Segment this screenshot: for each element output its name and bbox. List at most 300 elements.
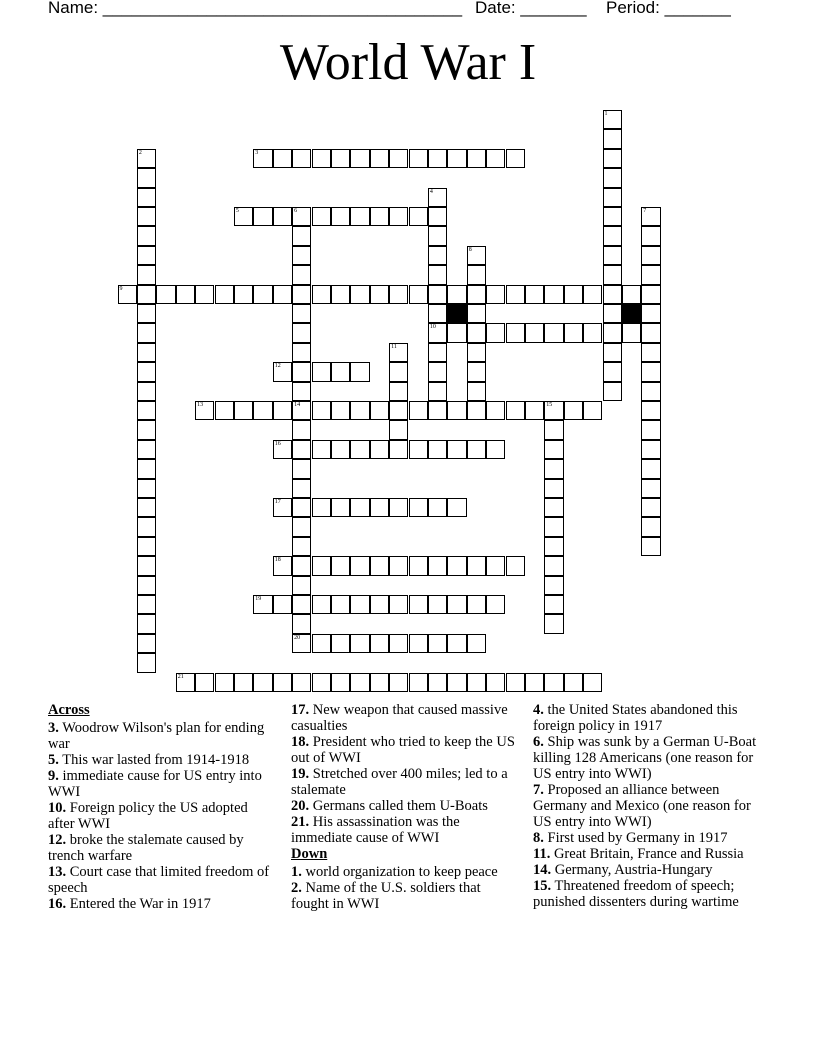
clue-num: 10. [48, 800, 67, 816]
grid-cell[interactable] [137, 498, 156, 517]
grid-cell[interactable] [428, 498, 447, 517]
grid-cell[interactable] [603, 149, 622, 168]
grid-cell[interactable] [603, 323, 622, 342]
grid-cell[interactable] [603, 382, 622, 401]
grid-cell[interactable] [641, 246, 660, 265]
grid-cell[interactable] [370, 634, 389, 653]
grid-cell[interactable] [312, 401, 331, 420]
grid-cell[interactable] [350, 362, 369, 381]
grid-cell[interactable] [292, 323, 311, 342]
grid-cell[interactable] [641, 343, 660, 362]
grid-cell[interactable] [350, 595, 369, 614]
grid-cell[interactable] [603, 168, 622, 187]
grid-cell[interactable] [467, 265, 486, 284]
grid-cell[interactable] [370, 595, 389, 614]
grid-cell[interactable] [292, 576, 311, 595]
clue-number: 1 [604, 111, 608, 117]
grid-cell[interactable] [428, 149, 447, 168]
grid-cell[interactable] [389, 634, 408, 653]
grid-cell[interactable] [292, 304, 311, 323]
grid-cell[interactable] [350, 498, 369, 517]
grid-cell[interactable] [544, 420, 563, 439]
grid-cell[interactable] [641, 362, 660, 381]
grid-cell[interactable] [331, 556, 350, 575]
grid-cell[interactable] [389, 595, 408, 614]
grid-cell[interactable] [641, 537, 660, 556]
grid-cell[interactable] [118, 285, 137, 304]
grid-cell[interactable] [447, 401, 466, 420]
grid-cell[interactable] [176, 673, 195, 692]
grid-cell[interactable] [292, 362, 311, 381]
grid-cell[interactable] [409, 401, 428, 420]
grid-cell[interactable] [525, 323, 544, 342]
grid-cell[interactable] [292, 537, 311, 556]
grid-cell[interactable] [428, 401, 447, 420]
grid-cell[interactable] [350, 440, 369, 459]
grid-cell[interactable] [331, 207, 350, 226]
grid-cell[interactable] [409, 149, 428, 168]
grid-cell[interactable] [350, 285, 369, 304]
grid-cell[interactable] [409, 207, 428, 226]
grid-block [447, 304, 466, 323]
grid-cell[interactable] [428, 634, 447, 653]
grid-cell[interactable] [486, 673, 505, 692]
grid-cell[interactable] [370, 401, 389, 420]
grid-cell[interactable] [447, 673, 466, 692]
grid-cell[interactable] [583, 323, 602, 342]
grid-cell[interactable] [312, 556, 331, 575]
grid-cell[interactable] [137, 440, 156, 459]
grid-cell[interactable] [137, 556, 156, 575]
grid-cell[interactable] [137, 304, 156, 323]
grid-cell[interactable] [486, 323, 505, 342]
grid-cell[interactable] [253, 595, 272, 614]
grid-cell[interactable] [428, 207, 447, 226]
grid-cell[interactable] [137, 634, 156, 653]
grid-cell[interactable] [137, 576, 156, 595]
grid-cell[interactable] [506, 285, 525, 304]
grid-cell[interactable] [447, 595, 466, 614]
grid-cell[interactable] [253, 149, 272, 168]
grid-cell[interactable] [234, 673, 253, 692]
grid-cell[interactable] [603, 285, 622, 304]
grid-cell[interactable] [137, 401, 156, 420]
grid-cell[interactable] [137, 614, 156, 633]
grid-cell[interactable] [312, 149, 331, 168]
grid-cell[interactable] [292, 517, 311, 536]
grid-cell[interactable] [641, 420, 660, 439]
grid-cell[interactable] [350, 207, 369, 226]
grid-cell[interactable] [409, 595, 428, 614]
grid-cell[interactable] [506, 556, 525, 575]
clue-num: 19. [291, 766, 310, 782]
grid-cell[interactable] [331, 673, 350, 692]
grid-cell[interactable] [292, 634, 311, 653]
grid-cell[interactable] [486, 401, 505, 420]
grid-cell[interactable] [428, 673, 447, 692]
grid-cell[interactable] [331, 595, 350, 614]
grid-cell[interactable] [641, 207, 660, 226]
clue-text: the United States abandoned this foreign policy in 1917 [533, 702, 738, 734]
grid-cell[interactable] [292, 401, 311, 420]
grid-cell[interactable] [467, 343, 486, 362]
down-clue [533, 734, 763, 782]
grid-cell[interactable] [389, 498, 408, 517]
grid-cell[interactable] [603, 362, 622, 381]
grid-cell[interactable] [603, 265, 622, 284]
grid-cell[interactable] [370, 673, 389, 692]
grid-cell[interactable] [292, 420, 311, 439]
grid-cell[interactable] [428, 226, 447, 245]
grid-cell[interactable] [273, 595, 292, 614]
clue-number: 16 [274, 440, 281, 447]
grid-cell[interactable] [137, 343, 156, 362]
grid-cell[interactable] [389, 285, 408, 304]
clue-text: Germany, Austria-Hungary [551, 862, 713, 878]
grid-cell[interactable] [641, 323, 660, 342]
clue-num: 4. [533, 702, 544, 718]
grid-cell[interactable] [195, 673, 214, 692]
grid-cell[interactable] [312, 207, 331, 226]
grid-cell[interactable] [447, 498, 466, 517]
grid-cell[interactable] [331, 401, 350, 420]
clue-text: This war lasted from 1914-1918 [58, 752, 250, 768]
grid-cell[interactable] [409, 440, 428, 459]
grid-cell[interactable] [641, 265, 660, 284]
grid-cell[interactable] [292, 285, 311, 304]
clue-number: 15 [546, 402, 553, 408]
grid-cell[interactable] [292, 479, 311, 498]
name-field[interactable]: Name: ______________________________________ [48, 0, 463, 17]
grid-cell[interactable] [370, 556, 389, 575]
grid-cell[interactable] [467, 595, 486, 614]
grid-cell[interactable] [603, 343, 622, 362]
grid-cell[interactable] [234, 401, 253, 420]
grid-cell[interactable] [273, 440, 292, 459]
grid-cell[interactable] [137, 246, 156, 265]
grid-cell[interactable] [137, 459, 156, 478]
grid-cell[interactable] [312, 595, 331, 614]
grid-cell[interactable] [137, 362, 156, 381]
grid-cell[interactable] [544, 595, 563, 614]
grid-cell[interactable] [467, 246, 486, 265]
grid-cell[interactable] [389, 382, 408, 401]
grid-cell[interactable] [428, 595, 447, 614]
grid-cell[interactable] [253, 673, 272, 692]
grid-cell[interactable] [409, 634, 428, 653]
grid-cell[interactable] [292, 246, 311, 265]
grid-cell[interactable] [370, 440, 389, 459]
grid-cell[interactable] [544, 537, 563, 556]
grid-cell[interactable] [253, 285, 272, 304]
clue-number: 14 [294, 402, 301, 408]
grid-cell[interactable] [544, 285, 563, 304]
grid-cell[interactable] [137, 517, 156, 536]
clue-num: 12. [48, 832, 67, 848]
clue-num: 6. [533, 734, 544, 750]
clue-number: 2 [138, 149, 142, 156]
grid-cell[interactable] [583, 285, 602, 304]
grid-cell[interactable] [389, 362, 408, 381]
grid-cell[interactable] [467, 634, 486, 653]
grid-cell[interactable] [137, 285, 156, 304]
grid-cell[interactable] [544, 401, 563, 420]
grid-cell[interactable] [564, 285, 583, 304]
grid-cell[interactable] [506, 323, 525, 342]
down-clue [291, 864, 516, 880]
clue-number: 4 [429, 188, 433, 195]
grid-cell[interactable] [622, 323, 641, 342]
grid-cell[interactable] [447, 285, 466, 304]
grid-cell[interactable] [137, 226, 156, 245]
grid-cell[interactable] [447, 634, 466, 653]
grid-cell[interactable] [544, 576, 563, 595]
grid-cell[interactable] [641, 226, 660, 245]
grid-cell[interactable] [292, 440, 311, 459]
grid-cell[interactable] [389, 556, 408, 575]
clue-text: Woodrow Wilson's plan for ending war [48, 720, 265, 752]
grid-cell[interactable] [389, 343, 408, 362]
grid-cell[interactable] [641, 479, 660, 498]
grid-cell[interactable] [137, 149, 156, 168]
grid-cell[interactable] [137, 595, 156, 614]
grid-cell[interactable] [467, 304, 486, 323]
grid-cell[interactable] [292, 673, 311, 692]
grid-cell[interactable] [273, 673, 292, 692]
grid-cell[interactable] [603, 226, 622, 245]
grid-cell[interactable] [428, 246, 447, 265]
grid-cell[interactable] [603, 304, 622, 323]
grid-cell[interactable] [370, 498, 389, 517]
grid-cell[interactable] [389, 401, 408, 420]
clue-num: 18. [291, 734, 310, 750]
grid-cell[interactable] [350, 401, 369, 420]
grid-cell[interactable] [312, 440, 331, 459]
grid-cell[interactable] [137, 207, 156, 226]
grid-cell[interactable] [428, 265, 447, 284]
grid-cell[interactable] [467, 401, 486, 420]
grid-cell[interactable] [292, 149, 311, 168]
grid-cell[interactable] [234, 207, 253, 226]
grid-cell[interactable] [641, 382, 660, 401]
grid-cell[interactable] [292, 343, 311, 362]
grid-cell[interactable] [486, 149, 505, 168]
grid-cell[interactable] [428, 343, 447, 362]
grid-cell[interactable] [641, 285, 660, 304]
grid-cell[interactable] [447, 556, 466, 575]
grid-cell[interactable] [292, 498, 311, 517]
grid-cell[interactable] [409, 556, 428, 575]
grid-cell[interactable] [467, 673, 486, 692]
grid-cell[interactable] [331, 362, 350, 381]
grid-cell[interactable] [137, 537, 156, 556]
grid-cell[interactable] [428, 362, 447, 381]
grid-cell[interactable] [273, 285, 292, 304]
grid-cell[interactable] [292, 382, 311, 401]
grid-cell[interactable] [389, 149, 408, 168]
grid-cell[interactable] [641, 304, 660, 323]
grid-cell[interactable] [137, 323, 156, 342]
grid-cell[interactable] [389, 420, 408, 439]
grid-cell[interactable] [292, 207, 311, 226]
date-field[interactable]: Date: _______ [475, 0, 587, 17]
grid-cell[interactable] [525, 401, 544, 420]
grid-cell[interactable] [137, 382, 156, 401]
grid-cell[interactable] [622, 285, 641, 304]
grid-cell[interactable] [292, 614, 311, 633]
grid-cell[interactable] [486, 285, 505, 304]
grid-cell[interactable] [506, 673, 525, 692]
grid-cell[interactable] [467, 556, 486, 575]
grid-cell[interactable] [506, 149, 525, 168]
grid-cell[interactable] [564, 673, 583, 692]
grid-cell[interactable] [409, 673, 428, 692]
clue-number: 5 [235, 208, 239, 214]
grid-cell[interactable] [603, 129, 622, 148]
grid-cell[interactable] [312, 362, 331, 381]
grid-cell[interactable] [564, 401, 583, 420]
grid-cell[interactable] [350, 634, 369, 653]
grid-cell[interactable] [467, 382, 486, 401]
grid-cell[interactable] [215, 673, 234, 692]
grid-cell[interactable] [641, 401, 660, 420]
grid-cell[interactable] [389, 207, 408, 226]
grid-cell[interactable] [486, 595, 505, 614]
grid-cell[interactable] [292, 556, 311, 575]
grid-cell[interactable] [467, 323, 486, 342]
grid-cell[interactable] [137, 420, 156, 439]
grid-cell[interactable] [234, 285, 253, 304]
grid-cell[interactable] [544, 614, 563, 633]
grid-cell[interactable] [641, 498, 660, 517]
grid-cell[interactable] [447, 149, 466, 168]
grid-cell[interactable] [544, 479, 563, 498]
grid-cell[interactable] [428, 382, 447, 401]
grid-cell[interactable] [312, 498, 331, 517]
grid-cell[interactable] [641, 440, 660, 459]
grid-cell[interactable] [467, 362, 486, 381]
grid-cell[interactable] [273, 149, 292, 168]
clue-text: Ship was sunk by a German U-Boat killing 128 Americans (one reason for US entry into WWI) [533, 734, 757, 782]
grid-cell[interactable] [253, 207, 272, 226]
clue-text: Entered the War in 1917 [66, 896, 211, 912]
grid-cell[interactable] [137, 479, 156, 498]
grid-cell[interactable] [428, 285, 447, 304]
grid-cell[interactable] [350, 556, 369, 575]
grid-cell[interactable] [137, 265, 156, 284]
grid-cell[interactable] [370, 285, 389, 304]
grid-cell[interactable] [292, 226, 311, 245]
grid-cell[interactable] [467, 440, 486, 459]
grid-cell[interactable] [137, 188, 156, 207]
grid-cell[interactable] [389, 673, 408, 692]
grid-cell[interactable] [312, 634, 331, 653]
grid-cell[interactable] [467, 285, 486, 304]
grid-cell[interactable] [603, 246, 622, 265]
grid-cell[interactable] [273, 401, 292, 420]
down-clue [533, 878, 763, 910]
grid-cell[interactable] [195, 401, 214, 420]
grid-cell[interactable] [215, 285, 234, 304]
grid-cell[interactable] [331, 440, 350, 459]
grid-cell[interactable] [273, 362, 292, 381]
grid-cell[interactable] [370, 207, 389, 226]
grid-cell[interactable] [447, 323, 466, 342]
grid-cell[interactable] [409, 285, 428, 304]
grid-cell[interactable] [544, 323, 563, 342]
grid-cell[interactable] [331, 498, 350, 517]
clue-num: 7. [533, 782, 544, 798]
grid-cell[interactable] [525, 285, 544, 304]
grid-cell[interactable] [564, 323, 583, 342]
grid-cell[interactable] [428, 304, 447, 323]
grid-cell[interactable] [156, 285, 175, 304]
clue-num: 13. [48, 864, 67, 880]
grid-cell[interactable] [583, 673, 602, 692]
grid-cell[interactable] [409, 498, 428, 517]
grid-cell[interactable] [312, 673, 331, 692]
grid-cell[interactable] [331, 285, 350, 304]
grid-cell[interactable] [370, 149, 389, 168]
grid-cell[interactable] [195, 285, 214, 304]
grid-cell[interactable] [273, 498, 292, 517]
grid-cell[interactable] [350, 673, 369, 692]
grid-cell[interactable] [273, 207, 292, 226]
grid-cell[interactable] [137, 653, 156, 672]
grid-cell[interactable] [389, 440, 408, 459]
grid-cell[interactable] [525, 673, 544, 692]
grid-cell[interactable] [486, 556, 505, 575]
grid-cell[interactable] [428, 440, 447, 459]
grid-cell[interactable] [641, 459, 660, 478]
grid-cell[interactable] [467, 149, 486, 168]
grid-cell[interactable] [544, 498, 563, 517]
clues-column-3 [533, 702, 763, 910]
grid-cell[interactable] [292, 265, 311, 284]
grid-cell[interactable] [273, 556, 292, 575]
grid-cell[interactable] [428, 323, 447, 342]
grid-cell[interactable] [428, 556, 447, 575]
grid-cell[interactable] [447, 440, 466, 459]
grid-cell[interactable] [176, 285, 195, 304]
across-clue [48, 864, 273, 896]
grid-cell[interactable] [292, 595, 311, 614]
grid-cell[interactable] [544, 556, 563, 575]
clue-num: 20. [291, 798, 310, 814]
grid-cell[interactable] [350, 149, 369, 168]
grid-cell[interactable] [331, 149, 350, 168]
grid-cell[interactable] [137, 168, 156, 187]
grid-cell[interactable] [215, 401, 234, 420]
grid-cell[interactable] [544, 517, 563, 536]
grid-cell[interactable] [603, 110, 622, 129]
grid-cell[interactable] [428, 188, 447, 207]
grid-cell[interactable] [544, 440, 563, 459]
grid-cell[interactable] [603, 188, 622, 207]
grid-cell[interactable] [641, 517, 660, 536]
grid-cell[interactable] [544, 673, 563, 692]
grid-cell[interactable] [253, 401, 272, 420]
period-field[interactable]: Period: _______ [606, 0, 731, 17]
grid-cell[interactable] [292, 459, 311, 478]
grid-cell[interactable] [331, 634, 350, 653]
grid-cell[interactable] [544, 459, 563, 478]
grid-cell[interactable] [312, 285, 331, 304]
grid-cell[interactable] [506, 401, 525, 420]
grid-cell[interactable] [583, 401, 602, 420]
grid-cell[interactable] [603, 207, 622, 226]
grid-cell[interactable] [486, 440, 505, 459]
